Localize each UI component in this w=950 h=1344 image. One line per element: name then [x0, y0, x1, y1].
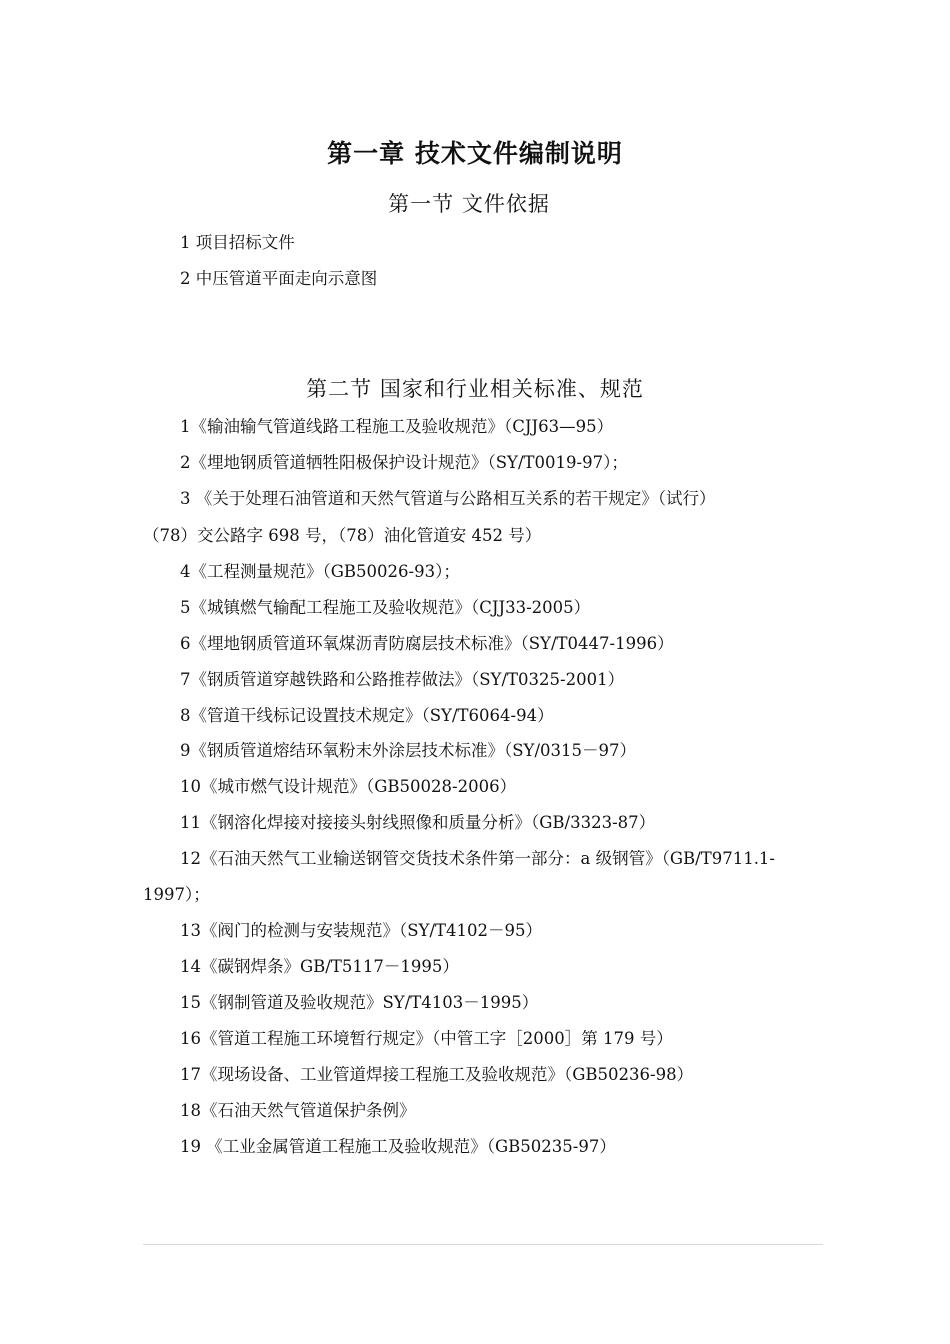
- list-item: 19 《工业金属管道工程施工及验收规范》（GB50235-97）: [180, 1137, 616, 1156]
- list-item: 7《钢质管道穿越铁路和公路推荐做法》（SY/T0325-2001）: [180, 670, 625, 689]
- list-item: 3 《关于处理石油管道和天然气管道与公路相互关系的若干规定》（试行）: [180, 489, 716, 508]
- footer-divider: [143, 1244, 823, 1245]
- list-item: 17《现场设备、工业管道焊接工程施工及验收规范》（GB50236-98）: [180, 1065, 694, 1084]
- list-item: 2《埋地钢质管道牺牲阳极保护设计规范》（SY/T0019-97）；: [180, 453, 628, 472]
- section-title-standards: 第二节 国家和行业相关标准、规范: [306, 377, 644, 401]
- chapter-title: 第一章 技术文件编制说明: [327, 139, 623, 168]
- list-item-continuation: 1997）；: [143, 885, 210, 904]
- list-item: 5《城镇燃气输配工程施工及验收规范》（CJJ33-2005）: [180, 598, 591, 617]
- list-item: 6《埋地钢质管道环氧煤沥青防腐层技术标准》（SY/T0447-1996）: [180, 634, 674, 653]
- list-item: 18《石油天然气管道保护条例》: [180, 1101, 416, 1120]
- list-item: 14《碳钢焊条》GB/T5117－1995）: [180, 957, 459, 976]
- list-item: 13《阀门的检测与安装规范》（SY/T4102－95）: [180, 921, 542, 940]
- list-item: 4《工程测量规范》（GB50026-93）；: [180, 562, 460, 581]
- list-item: 1 项目招标文件: [180, 233, 295, 252]
- list-item: 1《输油输气管道线路工程施工及验收规范》（CJJ63—95）: [180, 417, 614, 436]
- list-item: 11《钢溶化焊接对接接头射线照像和质量分析》（GB/3323-87）: [180, 813, 656, 832]
- list-item: 9《钢质管道熔结环氧粉末外涂层技术标准》（SY/0315－97）: [180, 741, 636, 760]
- section-title-basis: 第一节 文件依据: [388, 192, 550, 216]
- list-item-continuation: （78）交公路字 698 号，（78）油化管道安 452 号）: [143, 526, 542, 545]
- list-item: 10《城市燃气设计规范》（GB50028-2006）: [180, 777, 517, 796]
- list-item: 15《钢制管道及验收规范》SY/T4103－1995）: [180, 993, 539, 1012]
- list-item: 16《管道工程施工环境暂行规定》（中管工字［2000］第 179 号）: [180, 1029, 673, 1048]
- list-item: 8《管道干线标记设置技术规定》（SY/T6064-94）: [180, 706, 554, 725]
- list-item: 12《石油天然气工业输送钢管交货技术条件第一部分：a 级钢管》（GB/T9711.1-: [180, 849, 776, 868]
- list-item: 2 中压管道平面走向示意图: [180, 269, 378, 288]
